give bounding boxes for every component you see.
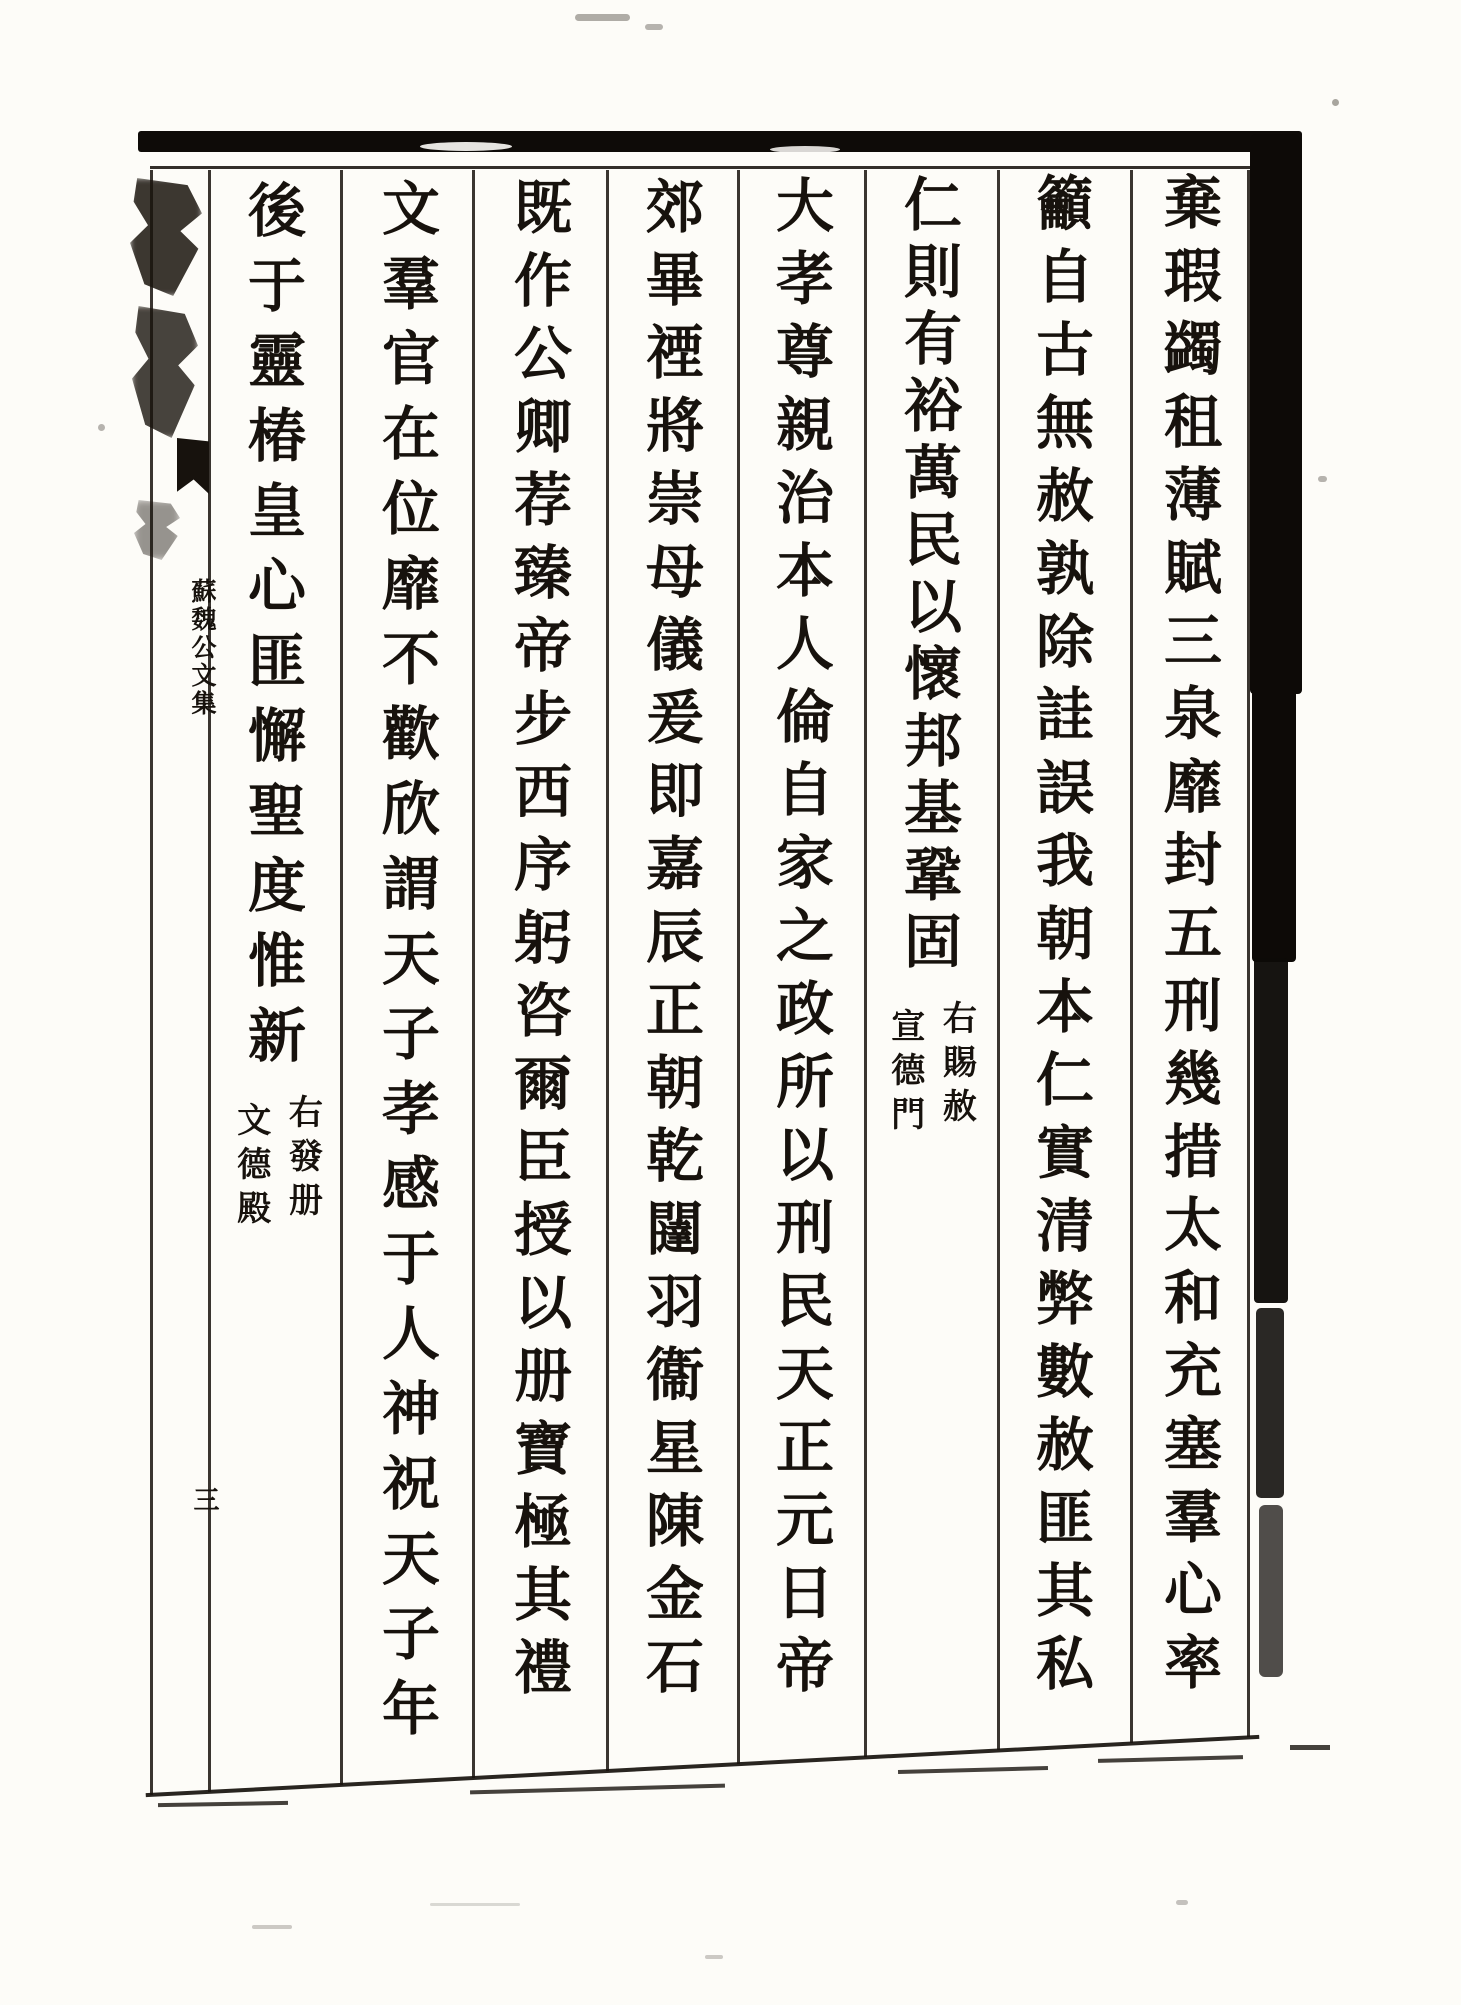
scan-speckle: [252, 1925, 292, 1929]
top-border-wear: [420, 142, 512, 151]
top-rule: [150, 166, 1250, 169]
right-border-bar: [1256, 1308, 1284, 1498]
scan-speckle: [98, 424, 105, 431]
text-column-1: 棄瑕蠲租薄賦三泉靡封五刑幾措太和充塞羣心率: [1154, 172, 1222, 1705]
column-divider: [606, 170, 609, 1771]
text-column-4: 大孝尊親治本人倫自家之政所以刑民天正元日帝: [766, 175, 834, 1708]
spine-bleed-mark: [130, 178, 202, 296]
column-divider: [864, 170, 867, 1757]
note-right-column: 右賜赦: [936, 1000, 977, 1132]
interlinear-note-investiture: [230, 1094, 323, 1234]
spine-bleed-mark: [132, 306, 198, 438]
top-border-wear: [770, 146, 840, 153]
column-divider: [340, 170, 343, 1785]
scan-speckle: [575, 14, 630, 21]
spine-bleed-mark: [134, 500, 180, 560]
text-column-8: 後于靈椿皇心匪懈聖度惟新: [238, 180, 306, 1080]
right-border-bar: [1259, 1505, 1283, 1677]
text-column-6: 既作公卿荐臻帝步西序躬咨爾臣授以册寶極其禮: [504, 177, 572, 1710]
scan-speckle: [430, 1903, 520, 1906]
scan-speckle: [1332, 99, 1339, 106]
top-border-bar: [138, 131, 1302, 152]
page-number: 三: [189, 1486, 219, 1512]
scan-artifact: [470, 1784, 725, 1795]
note-right-column: 右發册: [282, 1094, 323, 1226]
note-left-column: 宣德門: [884, 1008, 925, 1140]
scan-artifact: [1290, 1745, 1330, 1750]
text-column-7: 文羣官在位靡不歡欣謂天子孝感于人神祝天子年: [372, 178, 440, 1753]
right-border-bar: [1250, 134, 1302, 694]
text-column-2: 籲自古無赦孰除詿誤我朝本仁實清弊數赦匪其私: [1026, 173, 1094, 1706]
book-title-strip-label: 蘇魏公文集: [188, 578, 217, 718]
column-divider: [208, 170, 211, 1792]
text-column-5: 郊畢禋將崇母儀爰即嘉辰正朝乾闥羽衞星陳金石: [636, 176, 704, 1709]
right-border-bar: [1254, 958, 1288, 1303]
fold-fishtail-mark: [177, 438, 209, 494]
scan-speckle: [645, 24, 663, 30]
scan-speckle: [705, 1955, 723, 1959]
scan-speckle: [1318, 476, 1327, 482]
right-border-bar: [1252, 690, 1296, 962]
text-column-3: 仁則有裕萬民以懷邦基鞏固: [894, 174, 962, 978]
column-divider: [472, 170, 475, 1778]
scan-artifact: [158, 1801, 288, 1807]
scan-speckle: [1176, 1900, 1188, 1905]
note-left-column: 文德殿: [230, 1102, 271, 1234]
interlinear-note-amnesty: [884, 1000, 977, 1140]
